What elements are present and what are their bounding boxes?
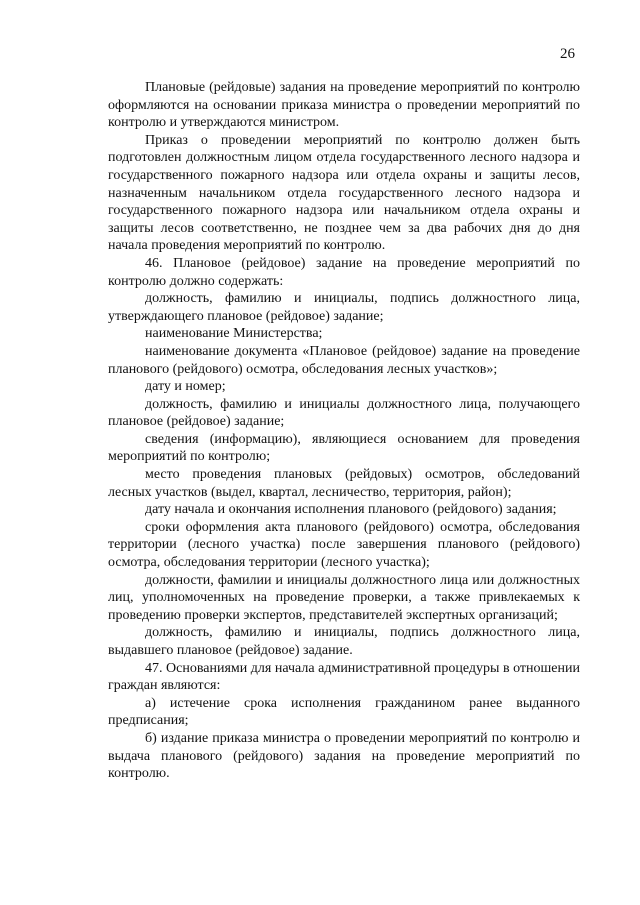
paragraph-item-47: 47. Основаниями для начала административной процедуры в отношении граждан являются: — [108, 660, 580, 694]
list-item: место проведения плановых (рейдовых) осмотров, обследований лесных участков (выдел, квартал, лесничество, территория, район); — [108, 467, 580, 500]
list-item: должность, фамилию и инициалы, подпись должностного лица, утверждающего плановое (рейдовое) задание; — [108, 291, 580, 324]
list-item: дату и номер; — [145, 379, 226, 395]
list-item: сведения (информацию), являющиеся основанием для проведения мероприятий по контролю; — [108, 431, 580, 465]
list-item: наименование документа «Плановое (рейдовое) задание на проведение планового (рейдового) осмотра, обследования лесных участков»; — [108, 343, 580, 377]
list-item: должности, фамилии и инициалы должностного лица или должностных лиц, уполномоченных на проведение проверки, а также привлекаемых к проведению проверки экспертов, представителей экспертных организаций; — [108, 572, 580, 623]
list-item: должность, фамилию и инициалы должностного лица, получающего плановое (рейдовое) задание; — [108, 396, 580, 430]
list-item: а) истечение срока исполнения гражданином ранее выданного предписания; — [108, 695, 580, 729]
list-item: б) издание приказа министра о проведении мероприятий по контролю и выдача планового (рейдового) задания на проведение мероприятий по контролю. — [108, 730, 580, 782]
paragraph-order-preparation: Приказ о проведении мероприятий по контролю должен быть подготовлен должностным лицом отдела государственного лесного надзора и государственного пожарного надзора или отдела охраны и защиты лесов, назначенным начальником отдела государственного лесного надзора и государственного пожарного надзора или начальником отдела охраны и защиты лесов соответственно, не позднее чем за два рабочих дня до дня начала проведения мероприятий по контролю. — [108, 132, 580, 254]
list-item: сроки оформления акта планового (рейдового) осмотра, обследования территории (лесного участка) после завершения планового (рейдового) осмотра, обследования территории (лесного участка); — [108, 519, 580, 571]
list-item: наименование Министерства; — [145, 326, 323, 342]
list-item: дату начала и окончания исполнения планового (рейдового) задания; — [145, 502, 557, 518]
paragraph-item-46: 46. Плановое (рейдовое) задание на проведение мероприятий по контролю должно содержать: — [108, 255, 580, 289]
document-body — [108, 79, 580, 783]
page-number: 26 — [560, 46, 575, 62]
list-item: должность, фамилию и инициалы, подпись должностного лица, выдавшего плановое (рейдовое) задание. — [108, 625, 580, 658]
paragraph-planned-tasks-basis: Плановые (рейдовые) задания на проведение мероприятий по контролю оформляются на основании приказа министра о проведении мероприятий по контролю и утверждаются министром. — [108, 80, 580, 131]
